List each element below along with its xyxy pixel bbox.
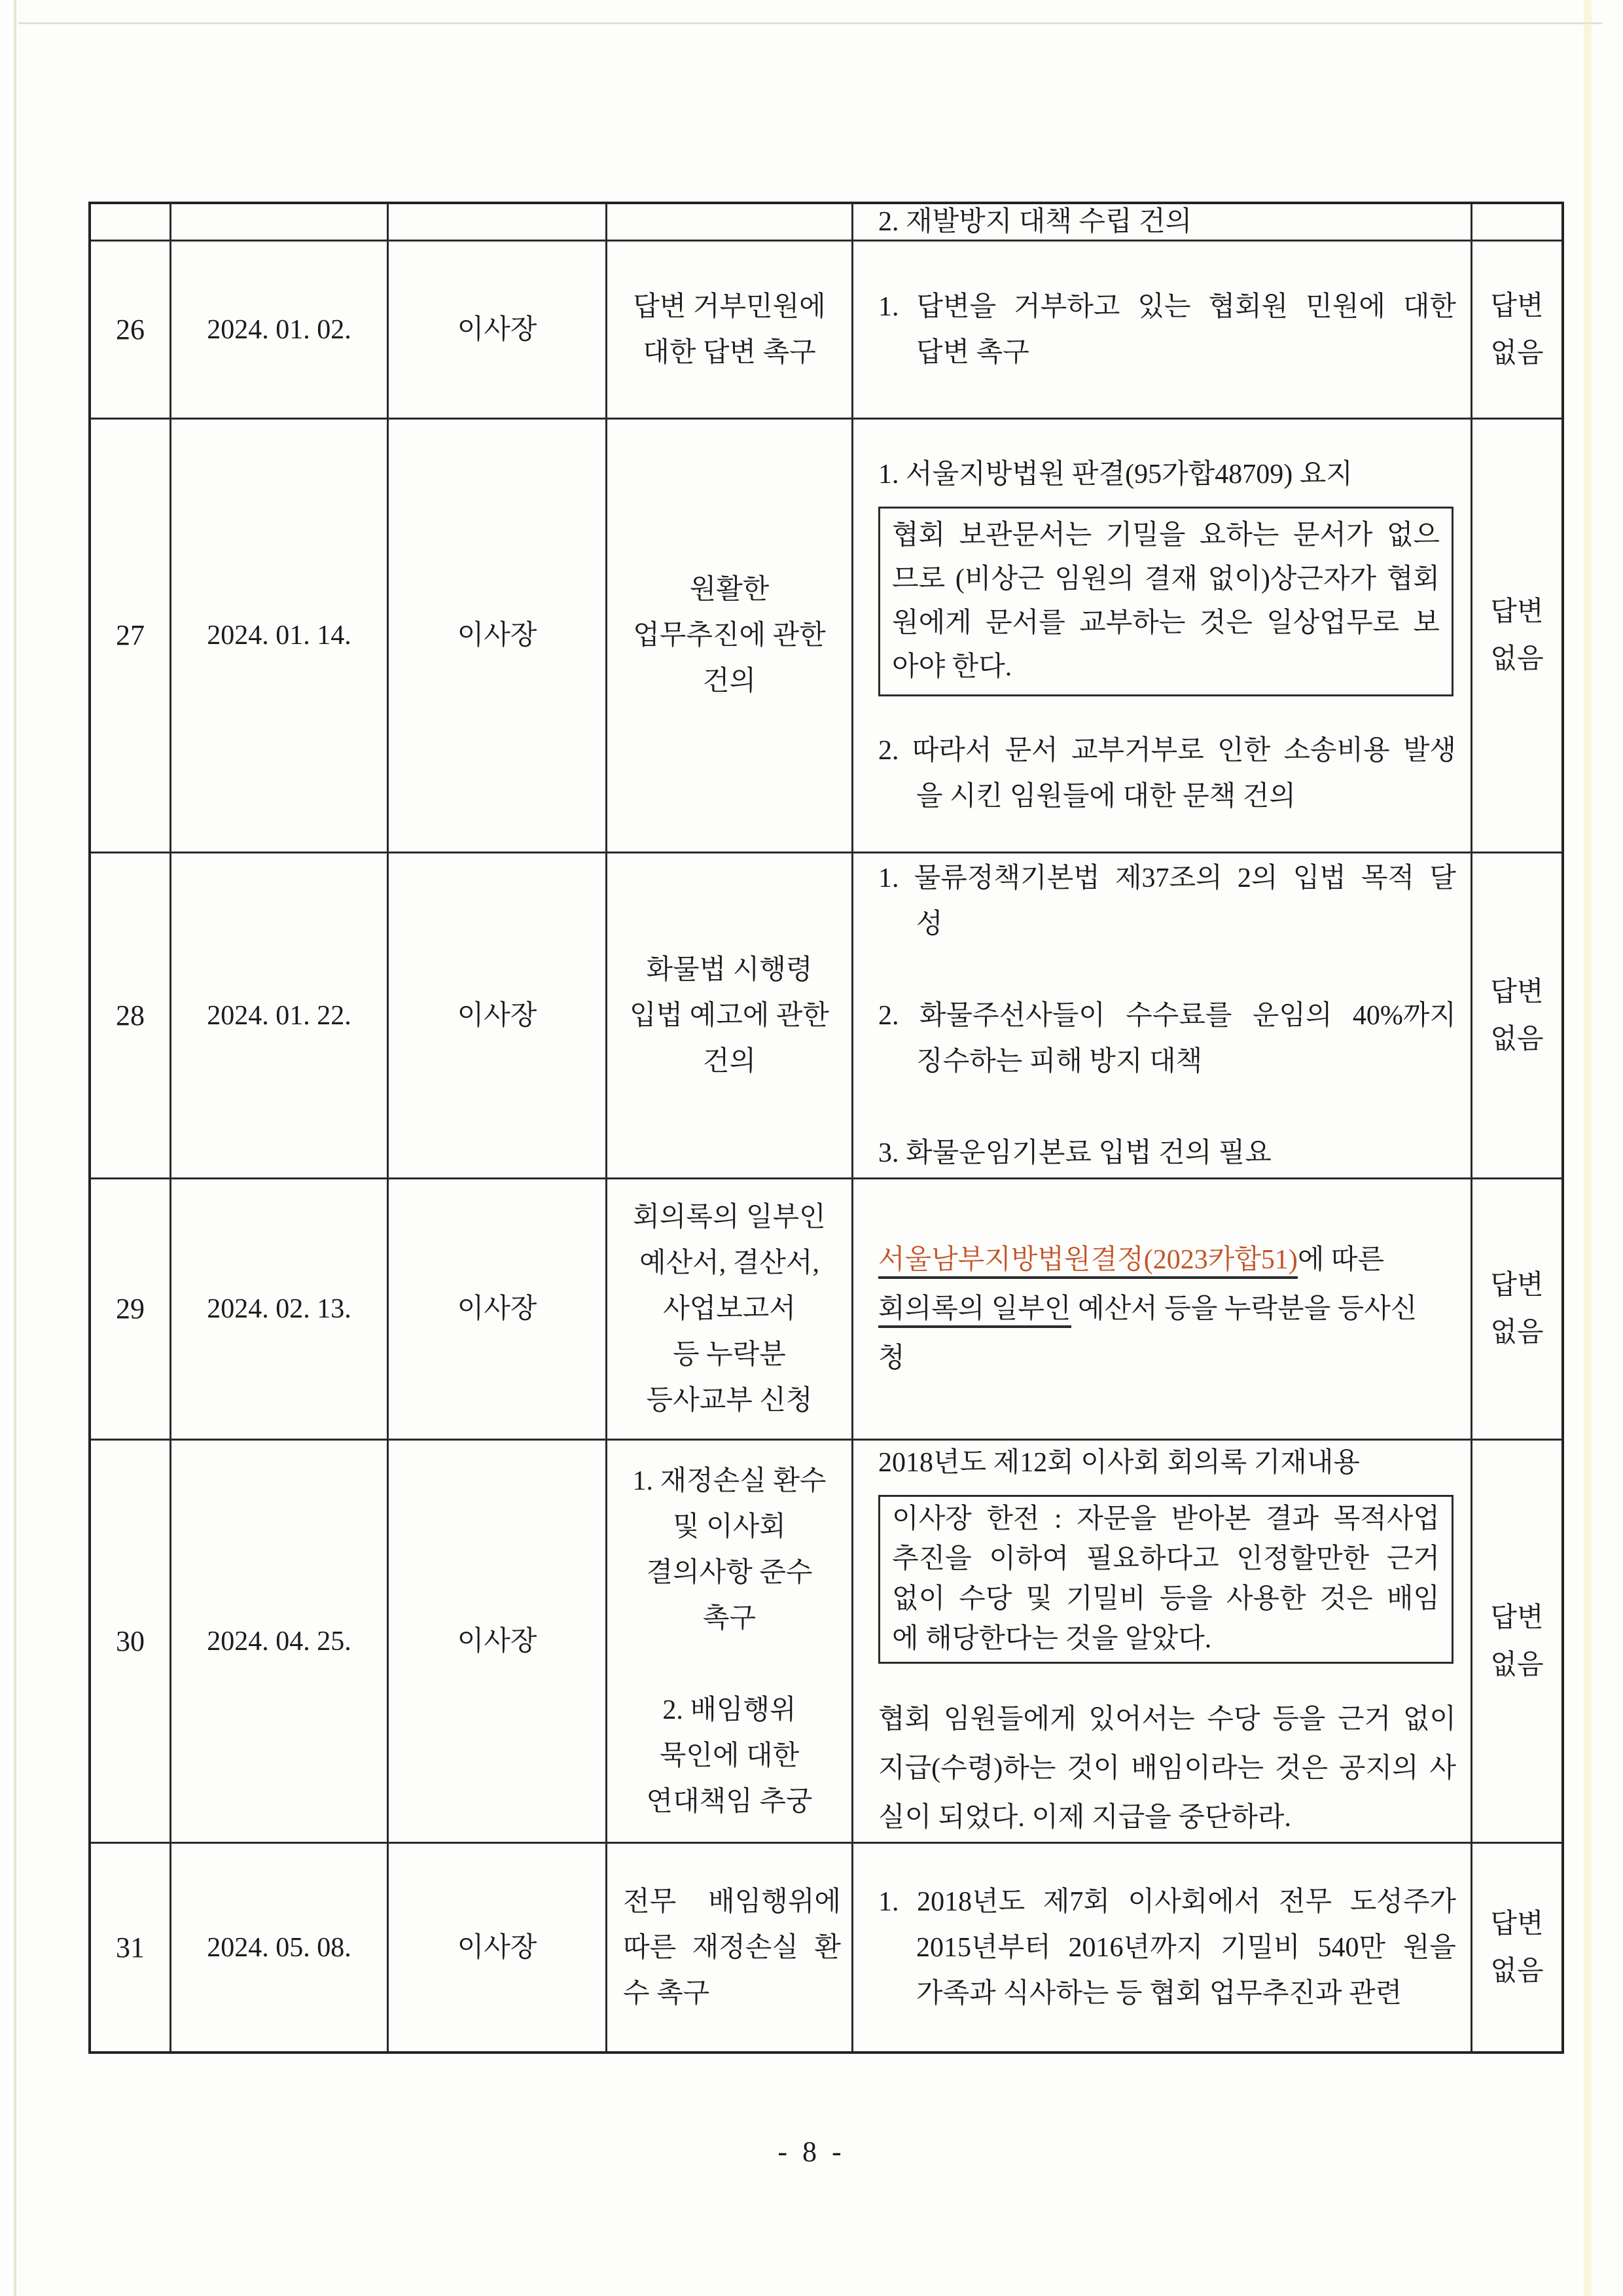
text-line: 성 bbox=[916, 908, 943, 939]
text-line: 에 해당한다는 것을 알았다. bbox=[892, 1624, 1212, 1654]
status-line: 답변 bbox=[1490, 977, 1544, 1007]
row28-content-cell bbox=[853, 853, 1472, 1179]
row26-title-cell bbox=[607, 242, 853, 420]
text-line: 2. 따라서 문서 교부거부로 인한 소송비용 발생 bbox=[878, 736, 1456, 766]
carryover-content-cell bbox=[853, 204, 1472, 242]
text-line: 추진을 이하여 필요하다고 인정할만한 근거 bbox=[892, 1544, 1440, 1574]
text-line: 지급(수령)하는 것이 배임이라는 것은 공지의 사 bbox=[878, 1753, 1456, 1784]
row-number: 29 bbox=[116, 1293, 145, 1325]
title-line: 사업보고서 bbox=[663, 1294, 796, 1324]
text-line: 므로 (비상근 임원의 결재 없이)상근자가 협회 bbox=[892, 564, 1440, 594]
underlined-text: 회의록의 일부인 bbox=[878, 1294, 1071, 1328]
title-line: 결의사항 준수 bbox=[646, 1557, 813, 1588]
date: 2024. 01. 22. bbox=[207, 1000, 351, 1031]
status-line: 답변 bbox=[1490, 597, 1544, 627]
status-line: 답변 bbox=[1490, 1909, 1544, 1939]
text-line: 이사장 한전 : 자문을 받아본 결과 목적사업 bbox=[892, 1504, 1440, 1534]
status-line: 없음 bbox=[1490, 1956, 1544, 1986]
text-line: 실이 되었다. 이제 지급을 중단하라. bbox=[878, 1803, 1292, 1833]
row30-status-cell bbox=[1472, 1441, 1561, 1844]
spacer bbox=[878, 706, 1456, 728]
title-line: 화물법 시행령 bbox=[646, 954, 813, 985]
carryover-person-cell bbox=[389, 204, 607, 242]
text-line: 없이 수당 및 기밀비 등을 사용한 것은 배임 bbox=[892, 1584, 1440, 1614]
spacer bbox=[878, 1673, 1456, 1695]
title-line: 전무 배임행위에 bbox=[623, 1886, 841, 1917]
row27-no-cell bbox=[91, 420, 171, 853]
carryover-date-cell bbox=[171, 204, 389, 242]
row26-content-cell bbox=[853, 242, 1472, 420]
text-line: 1. 서울지방법원 판결(95가합48709) 요지 bbox=[878, 459, 1353, 490]
title-line: 건의 bbox=[702, 666, 757, 696]
title-line: 등사교부 신청 bbox=[646, 1386, 813, 1416]
title-line: 건의 bbox=[702, 1046, 757, 1077]
text-after-link: 에 따른 bbox=[1297, 1244, 1385, 1275]
title-line: 대한 답변 촉구 bbox=[643, 337, 816, 368]
title-line: 수 촉구 bbox=[623, 1978, 710, 2009]
person: 이사장 bbox=[457, 1932, 537, 1963]
title-line: 등 누락분 bbox=[673, 1340, 786, 1370]
person: 이사장 bbox=[457, 1626, 537, 1657]
row27-person-cell bbox=[389, 420, 607, 853]
title-line: 촉구 bbox=[702, 1603, 757, 1634]
text-line bbox=[878, 1236, 1456, 1285]
text-line: 청 bbox=[878, 1342, 905, 1373]
date: 2024. 04. 25. bbox=[207, 1626, 351, 1657]
text-line bbox=[878, 1285, 1456, 1334]
row30-person-cell bbox=[389, 1441, 607, 1844]
scanner-edge-artifact-left bbox=[14, 0, 16, 2296]
title-line: 및 이사회 bbox=[673, 1511, 786, 1542]
row27-content-cell bbox=[853, 420, 1472, 853]
text-line: 협회 보관문서는 기밀을 요하는 문서가 없으 bbox=[892, 520, 1440, 550]
row-number: 27 bbox=[116, 619, 145, 651]
row26-no-cell bbox=[91, 242, 171, 420]
row30-content-cell bbox=[853, 1441, 1472, 1844]
title-line: 1. 재정손실 환수 bbox=[632, 1465, 827, 1496]
title-line: 연대책임 추궁 bbox=[646, 1786, 813, 1817]
text-line: 협회 임원들에게 있어서는 수당 등을 근거 없이 bbox=[878, 1704, 1456, 1734]
inner-box-minutes-quote bbox=[878, 1495, 1454, 1664]
title-line: 업무추진에 관한 bbox=[633, 620, 826, 651]
text-line: 을 시킨 임원들에 대한 문책 건의 bbox=[916, 781, 1296, 812]
status-line: 답변 bbox=[1490, 1270, 1544, 1300]
text-line: 가족과 식사하는 등 협회 업무추진과 관련 bbox=[916, 1978, 1402, 2009]
row31-status-cell bbox=[1472, 1844, 1561, 2051]
status-line: 없음 bbox=[1490, 644, 1544, 674]
row31-date-cell bbox=[171, 1844, 389, 2051]
row31-content-cell bbox=[853, 1844, 1472, 2051]
row-number: 28 bbox=[116, 999, 145, 1031]
row28-date-cell bbox=[171, 853, 389, 1179]
text-line: 2015년부터 2016년까지 기밀비 540만 원을 bbox=[916, 1932, 1456, 1963]
text-line: 2. 화물주선사들이 수수료를 운임의 40%까지 bbox=[878, 1000, 1456, 1031]
title-line: 묵인에 대한 bbox=[659, 1740, 800, 1771]
row26-person-cell bbox=[389, 242, 607, 420]
text-line: 1. 답변을 거부하고 있는 협회원 민원에 대한 bbox=[878, 291, 1456, 322]
row31-no-cell bbox=[91, 1844, 171, 2051]
row27-date-cell bbox=[171, 420, 389, 853]
text-line: 원에게 문서를 교부하는 것은 일상업무로 보 bbox=[892, 608, 1440, 638]
spacer bbox=[878, 1085, 1456, 1130]
status-line: 없음 bbox=[1490, 338, 1544, 368]
row27-status-cell bbox=[1472, 420, 1561, 853]
title-line: 원활한 bbox=[689, 575, 770, 605]
person: 이사장 bbox=[457, 314, 537, 345]
row30-date-cell bbox=[171, 1441, 389, 1844]
row-number: 30 bbox=[116, 1624, 145, 1657]
text-line: 답변 촉구 bbox=[916, 337, 1029, 368]
text-rest: 예산서 등을 누락분을 등사신 bbox=[1071, 1293, 1418, 1324]
date: 2024. 05. 08. bbox=[207, 1932, 351, 1963]
row26-status-cell bbox=[1472, 242, 1561, 420]
row-number: 26 bbox=[116, 313, 145, 346]
text-line: 1. 2018년도 제7회 이사회에서 전무 도성주가 bbox=[878, 1886, 1456, 1917]
row28-title-cell bbox=[607, 853, 853, 1179]
row30-no-cell bbox=[91, 1441, 171, 1844]
title-line: 입법 예고에 관한 bbox=[629, 1000, 829, 1031]
row27-title-cell bbox=[607, 420, 853, 853]
status-line: 없음 bbox=[1490, 1649, 1544, 1680]
text-line: 아야 한다. bbox=[892, 652, 1012, 682]
status-line: 답변 bbox=[1490, 291, 1544, 321]
row29-date-cell bbox=[171, 1179, 389, 1441]
title-line: 2. 배임행위 bbox=[662, 1695, 796, 1725]
text-line: 2018년도 제12회 이사회 회의록 기재내용 bbox=[878, 1448, 1361, 1478]
row29-content-cell bbox=[853, 1179, 1472, 1441]
row28-no-cell bbox=[91, 853, 171, 1179]
spacer bbox=[878, 947, 1456, 993]
row29-person-cell bbox=[389, 1179, 607, 1441]
row-number: 31 bbox=[116, 1931, 145, 1964]
status-line: 없음 bbox=[1490, 1318, 1544, 1348]
row30-title-cell bbox=[607, 1441, 853, 1844]
title-line: 답변 거부민원에 bbox=[633, 291, 826, 322]
text-line: 1. 물류정책기본법 제37조의 2의 입법 목적 달 bbox=[878, 863, 1456, 893]
text-line: 3. 화물운임기본료 입법 건의 필요 bbox=[878, 1138, 1272, 1168]
row29-status-cell bbox=[1472, 1179, 1561, 1441]
person: 이사장 bbox=[457, 1294, 537, 1324]
inner-box-court-ruling bbox=[878, 507, 1454, 696]
minutes-table bbox=[88, 202, 1564, 2054]
row31-person-cell bbox=[389, 1844, 607, 2051]
title-line: 예산서, 결산서, bbox=[639, 1248, 819, 1278]
date: 2024. 02. 13. bbox=[207, 1294, 351, 1324]
row29-no-cell bbox=[91, 1179, 171, 1441]
title-line: 회의록의 일부인 bbox=[633, 1202, 826, 1232]
person: 이사장 bbox=[457, 1000, 537, 1031]
title-line: 따른 재정손실 환 bbox=[623, 1932, 841, 1963]
row31-title-cell bbox=[607, 1844, 853, 2051]
court-decision-link-text: 서울남부지방법원결정(2023카합51) bbox=[878, 1245, 1298, 1279]
row26-date-cell bbox=[171, 242, 389, 420]
date: 2024. 01. 14. bbox=[207, 620, 351, 651]
date: 2024. 01. 02. bbox=[207, 314, 351, 345]
carryover-title-cell bbox=[607, 204, 853, 242]
scanner-edge-artifact-top bbox=[18, 22, 1602, 24]
text-line: 2. 재발방지 대책 수립 건의 bbox=[878, 207, 1192, 237]
person: 이사장 bbox=[457, 620, 537, 651]
text-line: 징수하는 피해 방지 대책 bbox=[916, 1046, 1203, 1077]
status-line: 답변 bbox=[1490, 1602, 1544, 1633]
row29-title-cell bbox=[607, 1179, 853, 1441]
scanner-edge-artifact-right bbox=[1584, 0, 1592, 2296]
carryover-no-cell bbox=[91, 204, 171, 242]
status-line: 없음 bbox=[1490, 1024, 1544, 1054]
row28-status-cell bbox=[1472, 853, 1561, 1179]
page-number: - 8 - bbox=[777, 2136, 846, 2168]
carryover-status-cell bbox=[1472, 204, 1561, 242]
row28-person-cell bbox=[389, 853, 607, 1179]
